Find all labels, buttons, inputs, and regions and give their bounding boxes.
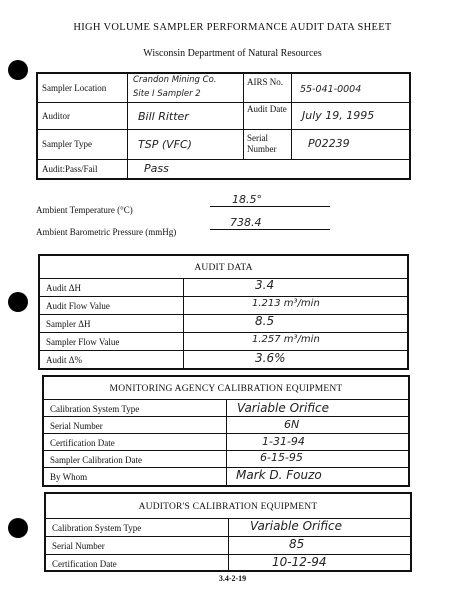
monitoring-row-label: Calibration System Type — [50, 404, 140, 414]
auditor-label: Auditor — [42, 111, 70, 121]
monitoring-row-value: 1-31-94 — [262, 435, 305, 448]
airs-number: 55-041-0004 — [300, 84, 362, 95]
auditor-calibration-table — [44, 492, 412, 572]
serial-number-label: Serial Number — [247, 133, 277, 154]
audit-data-row-value: 8.5 — [255, 314, 275, 328]
sampler-location-label: Sampler Location — [42, 83, 107, 93]
audit-result: Pass — [144, 162, 169, 175]
agency-name: Wisconsin Department of Natural Resources — [143, 48, 322, 59]
auditor-cal-row-label: Calibration System Type — [52, 523, 142, 533]
audit-data-row-label: Audit Δ% — [46, 355, 83, 365]
audit-data-row-label: Audit ΔH — [46, 283, 82, 293]
audit-data-row-value: 1.213 m³/min — [252, 298, 320, 309]
monitoring-row-value: Mark D. Fouzo — [236, 468, 322, 482]
audit-date: July 19, 1995 — [302, 109, 375, 122]
airs-label: AIRS No. — [247, 77, 284, 87]
monitoring-row-label: Sampler Calibration Date — [50, 455, 142, 465]
monitoring-row-label: By Whom — [50, 472, 88, 482]
audit-data-heading: AUDIT DATA — [194, 263, 253, 273]
audit-data-row-value: 1.257 m³/min — [252, 334, 320, 345]
sampler-location-line1: Crandon Mining Co. — [133, 75, 217, 85]
ambient-pressure-label: Ambient Barometric Pressure (mmHg) — [36, 227, 177, 237]
audit-data-row-value: 3.4 — [255, 278, 275, 292]
ambient-temp-label: Ambient Temperature (°C) — [36, 205, 133, 215]
sheet-title: HIGH VOLUME SAMPLER PERFORMANCE AUDIT DATA SHEET — [73, 22, 392, 33]
sampler-info-table — [36, 72, 411, 180]
monitoring-row-value: 6-15-95 — [260, 451, 303, 464]
auditor-cal-row-value: 85 — [289, 537, 305, 551]
auditor-cal-row-value: 10-12-94 — [272, 555, 327, 569]
audit-result-label: Audit:Pass/Fail — [42, 164, 98, 174]
auditor-cal-row-value: Variable Orifice — [250, 519, 343, 533]
ambient-temp-value: 18.5° — [232, 193, 262, 206]
auditor-name: Bill Ritter — [138, 110, 189, 123]
sampler-location-line2: Site I Sampler 2 — [133, 89, 201, 99]
audit-data-row-value: 3.6% — [255, 351, 286, 365]
audit-date-label: Audit Date — [247, 104, 287, 114]
auditor-cal-row-label: Certification Date — [52, 559, 117, 569]
audit-data-row-label: Sampler Flow Value — [46, 337, 120, 347]
sampler-serial-number: P02239 — [308, 137, 350, 150]
sampler-type-label: Sampler Type — [42, 139, 92, 149]
monitoring-calibration-heading: MONITORING AGENCY CALIBRATION EQUIPMENT — [109, 384, 343, 394]
sampler-type: TSP (VFC) — [138, 138, 192, 151]
page-number: 3.4-2-19 — [218, 574, 247, 583]
binder-hole-bottom — [8, 518, 28, 538]
monitoring-row-value: 6N — [284, 418, 300, 431]
monitoring-row-label: Certification Date — [50, 438, 115, 448]
auditor-cal-row-label: Serial Number — [52, 541, 105, 551]
auditor-calibration-heading: AUDITOR'S CALIBRATION EQUIPMENT — [138, 502, 318, 512]
audit-data-row-label: Audit Flow Value — [46, 301, 110, 311]
monitoring-calibration-table — [42, 375, 410, 487]
monitoring-row-value: Variable Orifice — [237, 401, 330, 415]
audit-data-table — [38, 254, 409, 370]
binder-hole-middle — [8, 292, 28, 312]
binder-hole-top — [8, 60, 28, 80]
monitoring-row-label: Serial Number — [50, 421, 103, 431]
ambient-pressure-value: 738.4 — [230, 216, 262, 229]
audit-data-row-label: Sampler ΔH — [46, 319, 91, 329]
